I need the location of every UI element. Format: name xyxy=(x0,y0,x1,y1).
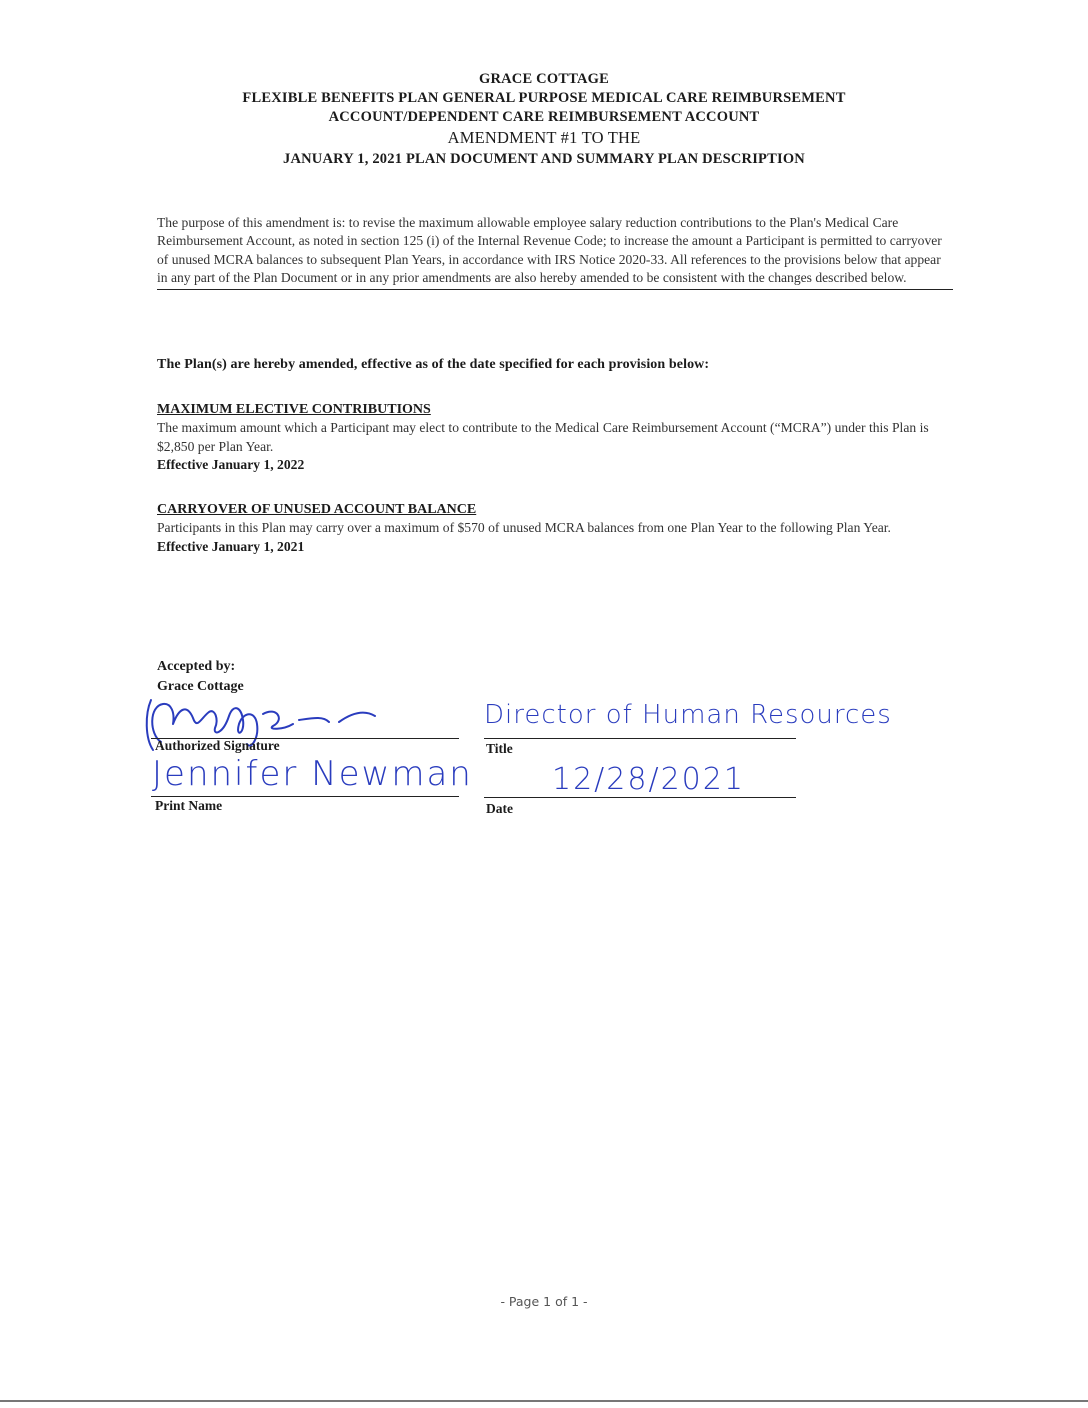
accepted-by-label: Accepted by: xyxy=(157,659,236,674)
page-footer: - Page 1 of 1 - xyxy=(500,1294,588,1309)
amendment-title: AMENDMENT #1 TO THE xyxy=(447,128,641,147)
amended-statement: The Plan(s) are hereby amended, effective as of the date specified for each provision below: xyxy=(157,357,710,372)
section-heading: CARRYOVER OF UNUSED ACCOUNT BALANCE xyxy=(157,502,477,517)
title-label: Title xyxy=(486,741,513,756)
plan-document-title: JANUARY 1, 2021 PLAN DOCUMENT AND SUMMARY PLAN DESCRIPTION xyxy=(283,151,805,167)
handwritten-print-name: Jennifer Newman xyxy=(152,754,473,794)
print-name-line xyxy=(151,796,459,797)
section-body: The maximum amount which a Participant may elect to contribute to the Medical Care Reimbursement Account (“MCRA”) under this Plan is $2,850 per Plan Year. xyxy=(157,420,929,454)
plan-title-line-1: FLEXIBLE BENEFITS PLAN GENERAL PURPOSE MEDICAL CARE REIMBURSEMENT xyxy=(242,90,846,106)
section-maximum-elective-contributions xyxy=(157,401,953,475)
section-effective-date: Effective January 1, 2021 xyxy=(157,538,305,554)
section-effective-date: Effective January 1, 2022 xyxy=(157,457,305,473)
scan-bottom-edge xyxy=(0,1400,1088,1402)
section-body: Participants in this Plan may carry over a maximum of $570 of unused MCRA balances from one Plan Year to the following Plan Year. xyxy=(157,520,891,536)
date-label: Date xyxy=(486,801,513,816)
signature-label: Authorized Signature xyxy=(155,738,280,753)
section-carryover xyxy=(157,501,953,556)
section-heading: MAXIMUM ELECTIVE CONTRIBUTIONS xyxy=(157,402,431,417)
document-header xyxy=(0,70,1088,170)
organization-title: GRACE COTTAGE xyxy=(478,71,610,87)
purpose-paragraph: The purpose of this amendment is: to revise the maximum allowable employee salary reduction contributions to the Plan's Medical Care Reimbursement Account, as noted in section 125 (i) of the Internal Revenue Code; to increase the amount a Participant is permitted to carryover of unused MCRA balances to subsequent Plan Years, in accordance with IRS Notice 2020-33. All references to the provisions below that appear in any part of the Plan Document or in any prior amendments are also hereby amended to be consistent with the changes described below. xyxy=(157,214,953,290)
handwritten-title: Director of Human Resources xyxy=(484,700,892,730)
acceptance-block xyxy=(157,657,244,697)
print-name-label: Print Name xyxy=(155,798,223,813)
plan-title-line-2: ACCOUNT/DEPENDENT CARE REIMBURSEMENT ACCOUNT xyxy=(328,109,760,125)
handwritten-date: 12/28/2021 xyxy=(552,762,745,797)
title-line xyxy=(484,738,796,739)
accepting-organization: Grace Cottage xyxy=(157,679,244,694)
date-line xyxy=(484,797,796,798)
